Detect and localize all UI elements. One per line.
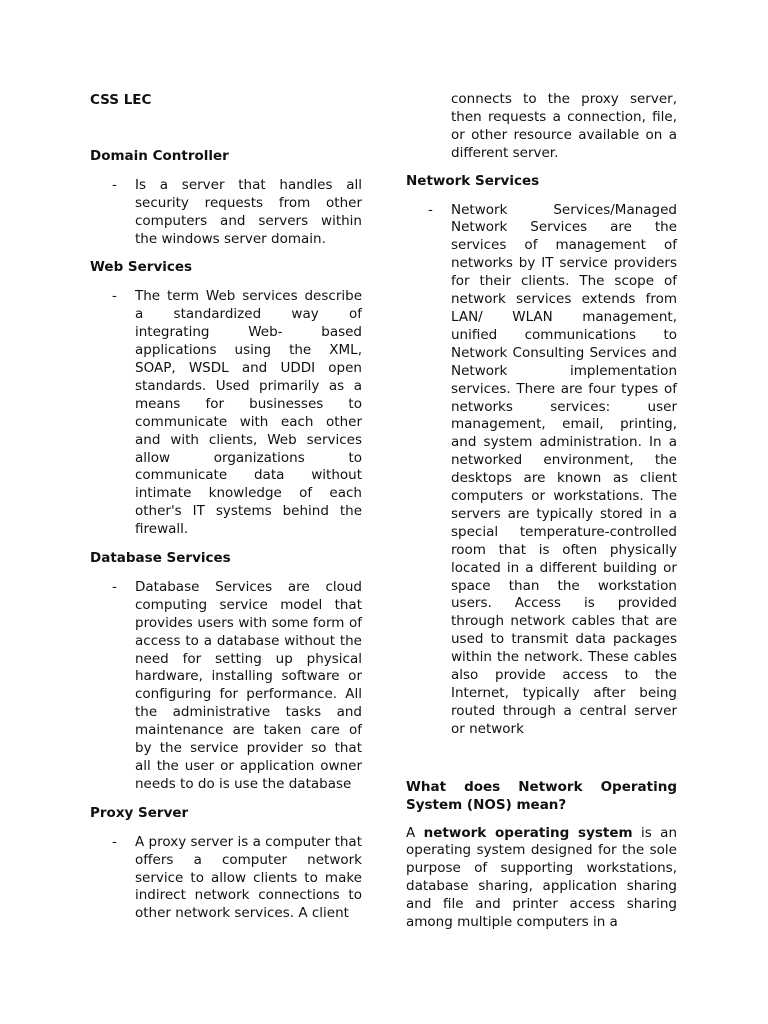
heading-proxy-server: Proxy Server: [90, 804, 189, 821]
right-column: [406, 91, 677, 932]
bullet-dash: -: [112, 578, 117, 595]
bullet-web-services: [90, 288, 362, 539]
bullet-proxy-server: [90, 834, 362, 924]
bullet-text: Is a server that handles all security requests from other computers and servers within the windows server domain.: [135, 176, 362, 247]
bullet-network-services: [406, 202, 677, 739]
spacer: [406, 750, 677, 779]
bullet-dash: -: [428, 201, 433, 218]
bullet-text: Database Services are cloud computing service model that provides users with some form of access to a database without the need for setting up physical hardware, installing software or configuring for performance. All the administrative tasks and maintenance are taken care of by the service provider so that all the user or application owner needs to do is use the database: [135, 578, 362, 792]
bullet-text: The term Web services describe a standardized way of integrating Web- based applications using the XML, SOAP, WSDL and UDDI open standards. Used primarily as a means for businesses to communicate with each other and with clients, Web services allow organizations to communicate data without intimate knowledge of each other's IT systems behind the firewall.: [135, 288, 362, 538]
heading-database-services: Database Services: [90, 550, 231, 567]
bullet-text: A proxy server is a computer that offers a computer network service to allow clients to make indirect network connections to other network services. A client: [135, 833, 362, 922]
nos-rest: is an operating system designed for the sole purpose of supporting workstations, database sharing, application sharing and file and printer access sharing among multiple computers in a: [406, 824, 677, 931]
heading-network-services: Network Services: [406, 172, 540, 189]
document-title: CSS LEC: [90, 92, 152, 108]
left-column: [90, 92, 362, 934]
nos-paragraph: [406, 825, 677, 932]
heading-nos: What does Network Operating System (NOS) mean?: [406, 778, 677, 813]
nos-bold-term: network operating system: [423, 824, 633, 841]
heading-web-services: Web Services: [90, 259, 193, 276]
nos-prefix: A: [406, 824, 416, 841]
heading-domain-controller: Domain Controller: [90, 147, 229, 164]
bullet-dash: -: [112, 288, 117, 305]
bullet-domain-controller: [90, 177, 362, 249]
bullet-database-services: [90, 579, 362, 794]
proxy-server-continued: connects to the proxy server, then requests a connection, file, or other resource available on a different server.: [451, 91, 677, 161]
bullet-text: Network Services/Managed Network Services are the services of management of networks by IT service providers for their clients. The scope of network services extends from LAN/ WLAN management, unified communications to Network Consulting Services and Network implementation services. There are four types of networks services: user management, email, printing, and system administration. In a networked environment, the desktops are known as client computers or workstations. The servers are typically stored in a special temperature-controlled room that is often physically located in a different building or space than the workstation users. Access is provided through network cables that are used to transmit data packages within the network. These cables also provide access to the Internet, typically after being routed through a central server or network: [451, 201, 677, 737]
bullet-dash: -: [112, 833, 117, 850]
bullet-dash: -: [112, 176, 117, 193]
